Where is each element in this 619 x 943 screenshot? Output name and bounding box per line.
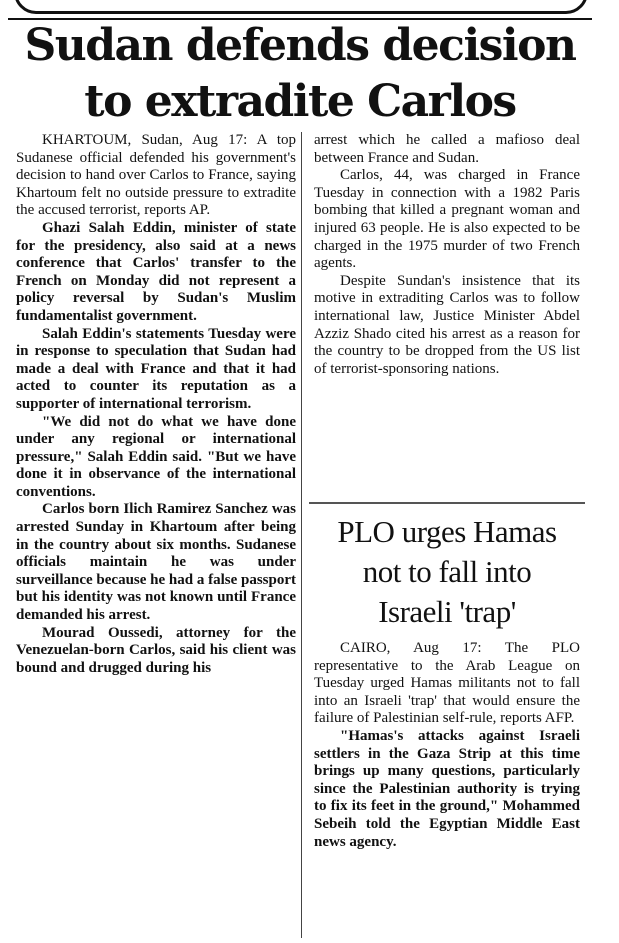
article-paragraph: arrest which he called a mafioso deal between France and Sudan. xyxy=(314,132,580,166)
second-headline-line-3: Israeli 'trap' xyxy=(378,594,516,629)
main-headline-line-2: to extradite Carlos xyxy=(84,76,516,127)
main-headline xyxy=(0,18,600,130)
article-paragraph: "Hamas's attacks against Israeli settlers in the Gaza Strip at this time brings up many questions, particularly since the Palestinian authority is trying to fix its feet in the ground," Mohammed Sebeih told the Egyptian Middle East news agency. xyxy=(314,727,580,850)
article-paragraph: Mourad Oussedi, attorney for the Venezuelan-born Carlos, said his client was bound and drugged during his xyxy=(16,624,296,676)
article-paragraph: Carlos born Ilich Ramirez Sanchez was arrested Sunday in Khartoum after being in the country about six months. Sudanese officials maintain he was under surveillance because he had a false passport but his identity was not known until France demanded his arrest. xyxy=(16,501,297,624)
second-headline xyxy=(306,512,588,632)
second-article-body xyxy=(314,640,580,851)
main-article-left-column xyxy=(16,132,296,677)
article-paragraph: Despite Sundan's insistence that its motive in extraditing Carlos was to follow international law, Justice Minister Abdel Azziz Shado cited his arrest as a reason for the country to be dropped from the US list of terrorist-sponsoring nations. xyxy=(314,272,580,377)
main-headline-line-1: Sudan defends decision xyxy=(24,20,576,71)
second-headline-line-2: not to fall into xyxy=(362,554,532,589)
main-article-right-column xyxy=(314,132,580,378)
article-paragraph: Salah Eddin's statements Tuesday were in response to speculation that Sudan had made a deal with France and that it had acted to counter its reputation as a supporter of international terrorism. xyxy=(16,325,296,412)
article-paragraph: Carlos, 44, was charged in France Tuesday in connection with a 1982 Paris bombing that killed a pregnant woman and injured 63 people. He is also expected to be charged in the 1975 murder of two French agents. xyxy=(314,167,580,272)
article-paragraph: "We did not do what we have done under any regional or international pressure," Salah Eddin said. "But we have done it in observance of the international conventions. xyxy=(16,413,296,500)
column-divider xyxy=(301,132,302,938)
article-separator xyxy=(309,502,585,504)
article-paragraph: KHARTOUM, Sudan, Aug 17: A top Sudanese official defended his government's decision to hand over Carlos to France, saying Khartoum felt no outside pressure to extradite the accused terrorist, reports AP. xyxy=(16,132,296,219)
top-frame-box xyxy=(14,0,588,14)
article-paragraph: Ghazi Salah Eddin, minister of state for the presidency, also said at a news conference that Carlos' transfer to the French on Monday did not represent a policy reversal by Sudan's Muslim fundamentalist government. xyxy=(16,219,296,324)
article-paragraph: CAIRO, Aug 17: The PLO representative to the Arab League on Tuesday urged Hamas militants not to fall into an Israeli 'trap' that would ensure the failure of Palestinian self-rule, reports AFP. xyxy=(314,640,580,727)
second-headline-line-1: PLO urges Hamas xyxy=(337,514,557,549)
